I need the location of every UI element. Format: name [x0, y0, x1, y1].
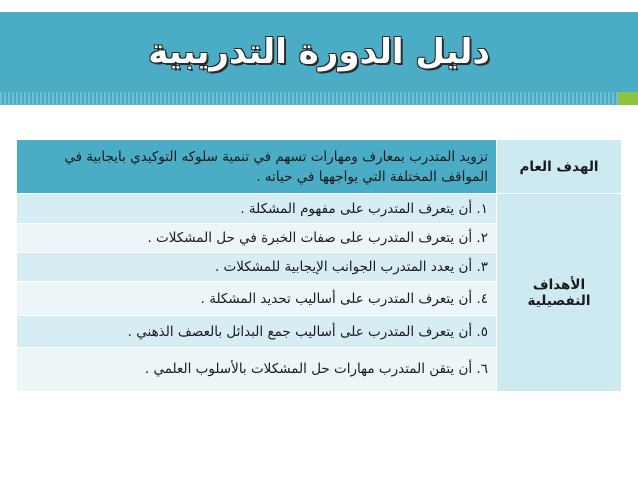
- detailed-goal-item: ٣. أن يعدد المتدرب الجوانب الإيجابية للمشكلات .: [17, 252, 497, 282]
- detailed-goal-item: ٥. أن يتعرف المتدرب على أساليب جمع البدائل بالعصف الذهني .: [17, 316, 497, 348]
- detailed-goal-item: ٤. أن يتعرف المتدرب على أساليب تحديد المشكلة .: [17, 282, 497, 316]
- slide-title: دليل الدورة التدريبية: [148, 32, 490, 72]
- general-goal-label: الهدف العام: [497, 140, 622, 194]
- detailed-goal-item: ١. أن يتعرف المتدرب على مفهوم المشكلة .: [17, 194, 497, 224]
- course-guide-table: [16, 139, 622, 392]
- detailed-goals-label: الأهداف التفصيلية: [497, 194, 622, 392]
- general-goal-row: [17, 140, 622, 194]
- stripe-pattern: [0, 92, 618, 105]
- title-band: [0, 12, 638, 92]
- title-band-stripe: [0, 92, 638, 105]
- green-accent-block: [618, 92, 638, 105]
- detailed-goal-item: ٦. أن يتقن المتدرب مهارات حل المشكلات بالأسلوب العلمي .: [17, 347, 497, 391]
- general-goal-text: تزويد المتدرب بمعارف ومهارات تسهم في تنمية سلوكه التوكيدي بايجابية في المواقف المختلفة التي يواجهها في حياته .: [17, 140, 497, 194]
- table-row: [17, 194, 622, 224]
- detailed-goal-item: ٢. أن يتعرف المتدرب على صفات الخبرة في حل المشكلات .: [17, 223, 497, 252]
